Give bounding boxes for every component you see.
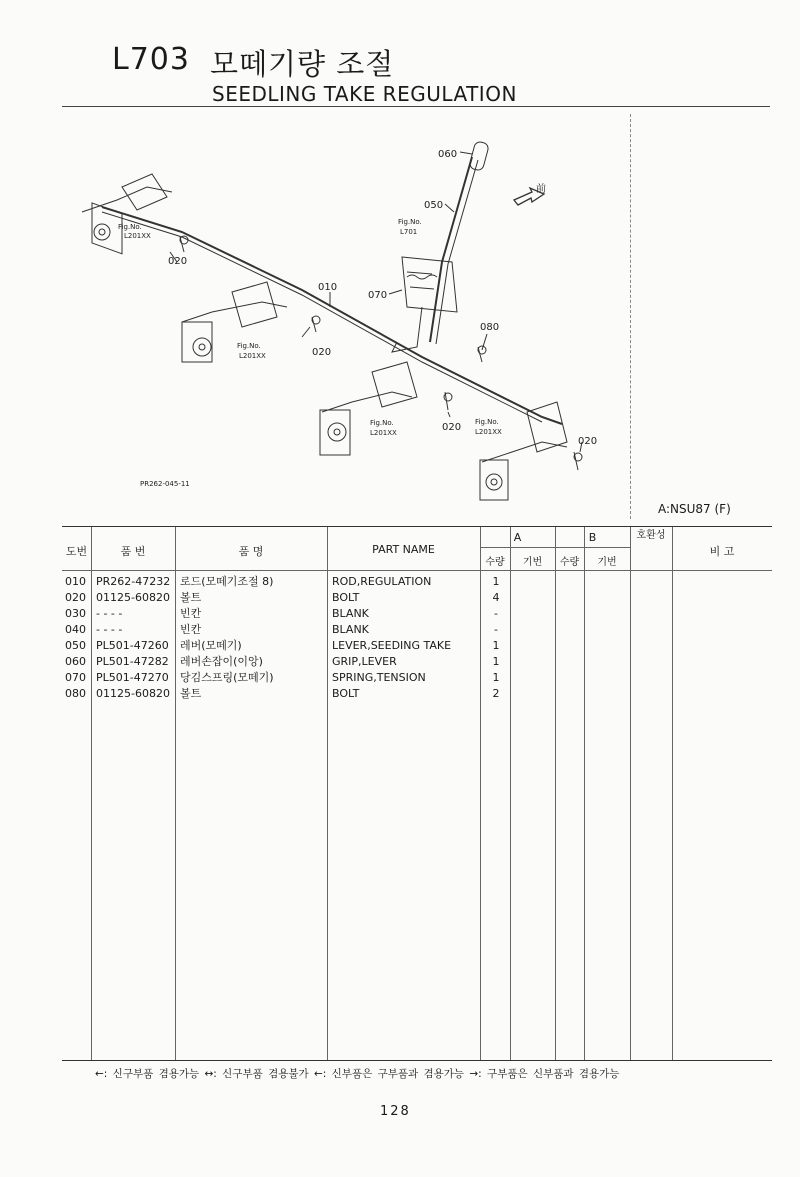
row-name-ko: 당김스프링(모떼기) (180, 671, 274, 684)
header-basic-a: 기번 (522, 557, 543, 568)
row-name-ko: 빈칸 (180, 607, 202, 620)
row-no: 030 (65, 607, 86, 620)
row-part-no: 01125-60820 (96, 687, 170, 700)
row-qty: - (494, 623, 498, 636)
header-part-name: PART NAME (372, 543, 435, 556)
col-divider (630, 527, 631, 1060)
col-divider (510, 527, 511, 1060)
header-qty-b: 수량 (559, 557, 580, 568)
row-qty: 4 (492, 591, 500, 604)
compatibility-legend: ←: 신구부품 겸용가능 ↔: 신구부품 겸용불가 ←: 신부품은 구부품과 겸용가능 →: 구부품은 신부품과 겸용가능 (95, 1068, 620, 1080)
row-part-name: BOLT (332, 687, 360, 700)
fig-ref-label: Fig.No. (475, 418, 499, 426)
callout-010: 010 (318, 282, 338, 293)
callout-020: 020 (578, 436, 598, 447)
row-part-no: - - - - (96, 623, 123, 636)
fig-ref: L201XX (124, 232, 151, 240)
row-part-name: BLANK (332, 607, 369, 620)
row-part-name: ROD,REGULATION (332, 575, 432, 588)
row-no: 050 (65, 639, 86, 652)
fig-ref-label: Fig.No. (398, 218, 422, 226)
header-remarks: 비 고 (709, 545, 735, 558)
page-number: 128 (380, 1104, 411, 1119)
row-name-ko: 레버손잡이(이앙) (180, 655, 263, 668)
row-name-ko: 로드(모떼기조절 8) (180, 575, 274, 588)
front-mark: 前 (536, 184, 546, 195)
callout-020: 020 (312, 347, 332, 358)
header-group-b: B (588, 531, 597, 544)
callout-020: 020 (442, 422, 462, 433)
parts-table (62, 526, 772, 1061)
fig-ref-label: Fig.No. (237, 342, 261, 350)
header-no: 도번 (65, 545, 88, 558)
fig-ref: L701 (400, 228, 418, 236)
fig-ref: L201XX (370, 429, 397, 437)
row-qty: 1 (492, 639, 500, 652)
col-divider (327, 527, 328, 1060)
title-rule (62, 106, 770, 107)
col-divider (175, 527, 176, 1060)
fig-ref: L201XX (475, 428, 502, 436)
header-group-a: A (513, 531, 522, 544)
row-part-no: PL501-47270 (96, 671, 169, 684)
row-part-name: SPRING,TENSION (332, 671, 426, 684)
model-label: A:NSU87 (F) (658, 502, 731, 516)
row-no: 010 (65, 575, 86, 588)
header-name-ko: 품 명 (238, 545, 264, 558)
parts-diagram (62, 112, 628, 522)
row-name-ko: 레버(모떼기) (180, 639, 242, 652)
row-no: 070 (65, 671, 86, 684)
row-part-no: 01125-60820 (96, 591, 170, 604)
row-part-no: - - - - (96, 607, 123, 620)
row-part-no: PR262-47232 (96, 575, 171, 588)
col-divider (555, 527, 556, 1060)
fig-ref: L201XX (239, 352, 266, 360)
header-qty-a: 수량 (485, 557, 505, 568)
callout-050: 050 (424, 200, 444, 211)
row-name-ko: 볼트 (180, 687, 202, 700)
fig-ref-label: Fig.No. (118, 223, 142, 231)
row-qty: 1 (492, 655, 500, 668)
fig-ref-label: Fig.No. (370, 419, 394, 427)
header-basic-b: 기번 (597, 557, 617, 568)
col-divider (480, 527, 481, 1060)
header-sub-rule (480, 547, 630, 548)
row-name-ko: 볼트 (180, 591, 202, 604)
row-qty: 1 (492, 671, 500, 684)
callout-060: 060 (438, 149, 458, 160)
drawing-code: PR262-045-11 (140, 480, 190, 488)
row-part-name: LEVER,SEEDING TAKE (332, 639, 452, 652)
callout-070: 070 (368, 290, 388, 301)
header-compat: 호환성 (636, 530, 666, 541)
row-qty: 1 (492, 575, 500, 588)
row-part-name: BLANK (332, 623, 369, 636)
figure-separator (630, 114, 631, 519)
row-no: 020 (65, 591, 86, 604)
callout-080: 080 (480, 322, 500, 333)
header-rule (62, 570, 772, 571)
col-divider (584, 527, 585, 1060)
callout-020: 020 (168, 256, 188, 267)
title-english: SEEDLING TAKE REGULATION (212, 82, 517, 106)
col-divider (672, 527, 673, 1060)
col-divider (91, 527, 92, 1060)
row-part-no: PL501-47282 (96, 655, 169, 668)
row-part-no: PL501-47260 (96, 639, 169, 652)
title-korean: 모떼기량 조절 (210, 47, 395, 81)
row-qty: 2 (492, 687, 500, 700)
row-part-name: BOLT (332, 591, 360, 604)
row-no: 060 (65, 655, 86, 668)
row-qty: - (494, 607, 498, 620)
row-no: 080 (65, 687, 86, 700)
page-code: L703 (112, 42, 190, 77)
row-part-name: GRIP,LEVER (332, 655, 397, 668)
row-no: 040 (65, 623, 86, 636)
row-name-ko: 빈칸 (180, 623, 202, 636)
header-part-no: 품 번 (120, 545, 146, 558)
